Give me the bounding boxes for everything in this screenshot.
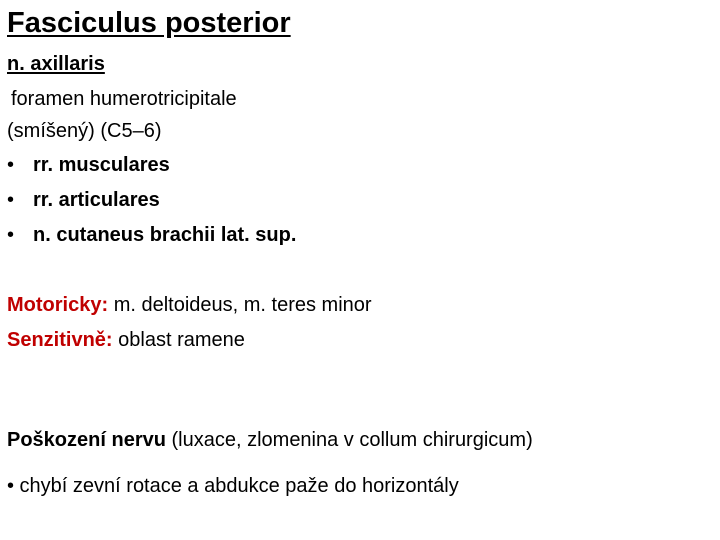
sensory-line — [7, 328, 245, 352]
sensory-label: Senzitivně: — [7, 329, 113, 351]
nerve-name: n. axillaris — [7, 53, 105, 75]
branch-label: rr. articulares — [33, 189, 160, 211]
motor-text: m. deltoideus, m. teres minor — [113, 294, 372, 316]
nerve-type: (smíšený) (C5–6) — [7, 120, 162, 142]
bullet-icon: • — [7, 224, 15, 246]
branch-label: n. cutaneus brachii lat. sup. — [33, 224, 297, 246]
sensory-text: oblast ramene — [118, 329, 245, 351]
motor-line — [7, 293, 372, 317]
motor-label: Motoricky: — [7, 294, 109, 316]
branch-list — [7, 153, 296, 258]
injury-text: (luxace, zlomenina v collum chirurgicum) — [171, 429, 533, 451]
list-item — [7, 153, 296, 177]
list-item — [7, 223, 296, 247]
slide-title: Fasciculus posterior — [7, 7, 291, 39]
symptom-line: • chybí zevní rotace a abdukce paže do horizontály — [7, 475, 459, 497]
injury-line — [7, 428, 533, 452]
branch-label: rr. musculares — [33, 154, 170, 176]
bullet-icon: • — [7, 189, 15, 211]
nerve-passage: foramen humerotricipitale — [11, 88, 237, 110]
list-item — [7, 188, 296, 212]
injury-label: Poškození nervu — [7, 429, 166, 451]
bullet-icon: • — [7, 154, 15, 176]
